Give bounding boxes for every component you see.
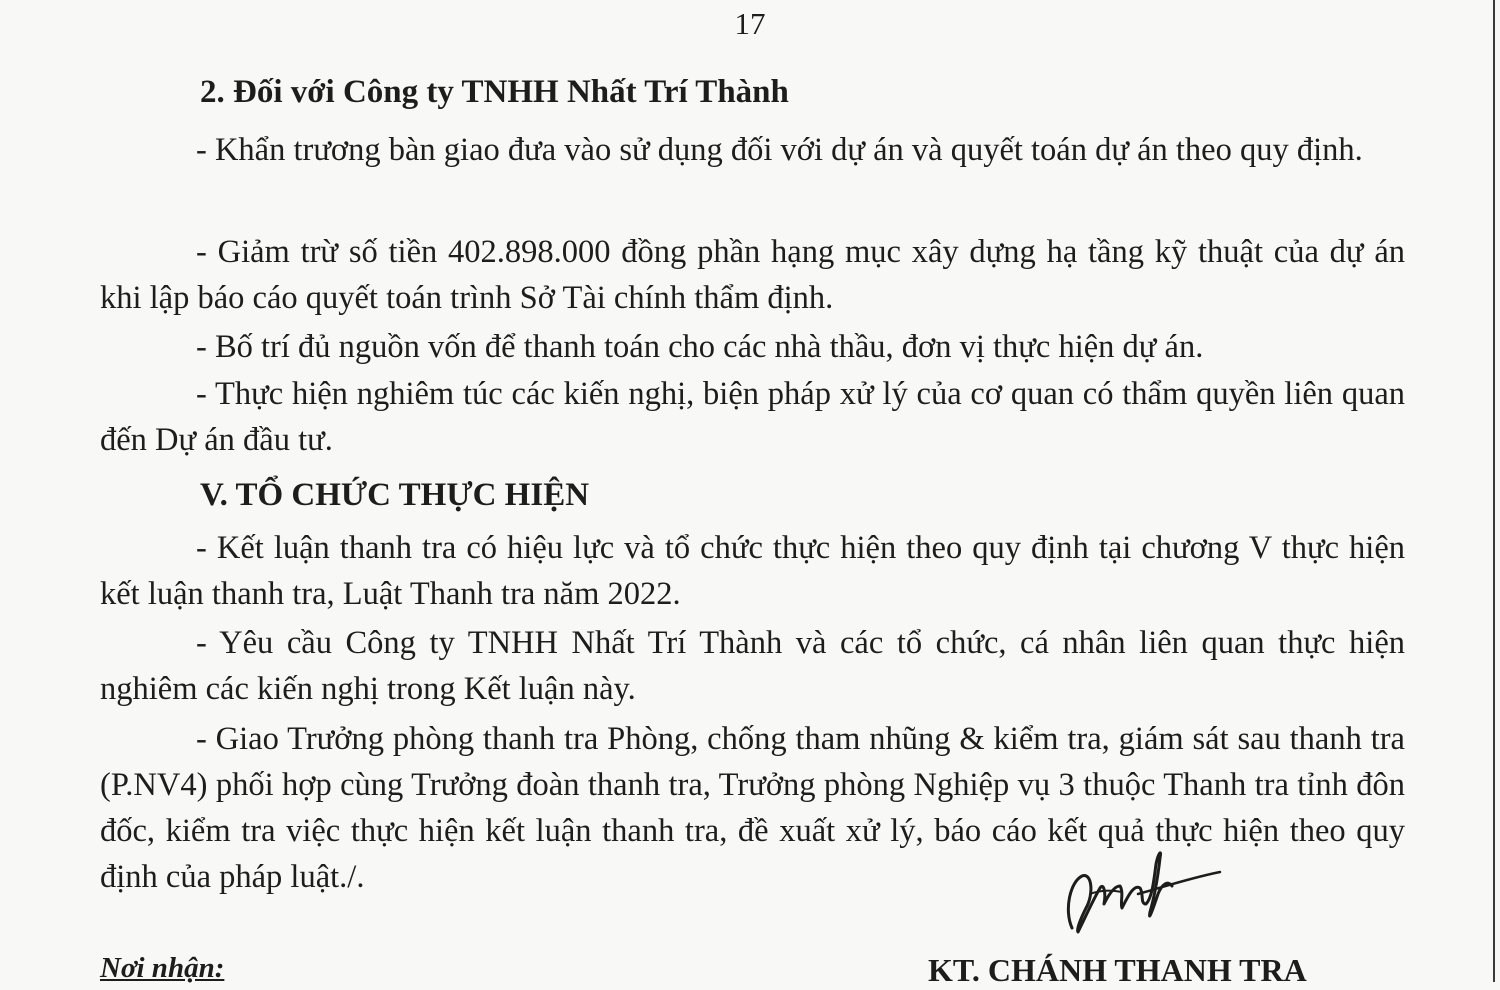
- section-2-item-4: - Thực hiện nghiêm túc các kiến nghị, biện pháp xử lý của cơ quan có thẩm quyền liên quan đến Dự án đầu tư.: [100, 376, 1405, 458]
- signer-title: KT. CHÁNH THANH TRA: [928, 952, 1307, 988]
- section-2-item-3: - Bố trí đủ nguồn vốn để thanh toán cho các nhà thầu, đơn vị thực hiện dự án.: [196, 329, 1204, 365]
- section-v-item-1: - Kết luận thanh tra có hiệu lực và tổ chức thực hiện theo quy định tại chương V thực hiện kết luận thanh tra, Luật Thanh tra năm 2022.: [100, 530, 1405, 612]
- section-v-heading: V. TỔ CHỨC THỰC HIỆN: [200, 477, 590, 513]
- section-2-item-2: - Giảm trừ số tiền 402.898.000 đồng phần hạng mục xây dựng hạ tầng kỹ thuật của dự án khi lập báo cáo quyết toán trình Sở Tài chính thẩm định.: [100, 234, 1405, 316]
- page-number: 17: [734, 6, 766, 41]
- scan-edge-line: [1493, 0, 1495, 982]
- section-v-item-3: - Giao Trưởng phòng thanh tra Phòng, chống tham nhũng & kiểm tra, giám sát sau thanh tra (P.NV4) phối hợp cùng Trưởng đoàn thanh tra, Trưởng phòng Nghiệp vụ 3 thuộc Thanh tra tỉnh đôn đốc, kiểm tra việc thực hiện kết luận thanh tra, đề xuất xử lý, báo cáo kết quả thực hiện theo quy định của pháp luật./.: [100, 721, 1405, 895]
- section-v-item-2: - Yêu cầu Công ty TNHH Nhất Trí Thành và các tổ chức, cá nhân liên quan thực hiện nghiêm các kiến nghị trong Kết luận này.: [100, 625, 1405, 707]
- signature-icon: [1060, 842, 1230, 938]
- recipients-label: Nơi nhận:: [100, 952, 225, 984]
- section-2-heading: 2. Đối với Công ty TNHH Nhất Trí Thành: [200, 74, 789, 110]
- section-2-item-1: - Khẩn trương bàn giao đưa vào sử dụng đối với dự án và quyết toán dự án theo quy định.: [196, 132, 1363, 168]
